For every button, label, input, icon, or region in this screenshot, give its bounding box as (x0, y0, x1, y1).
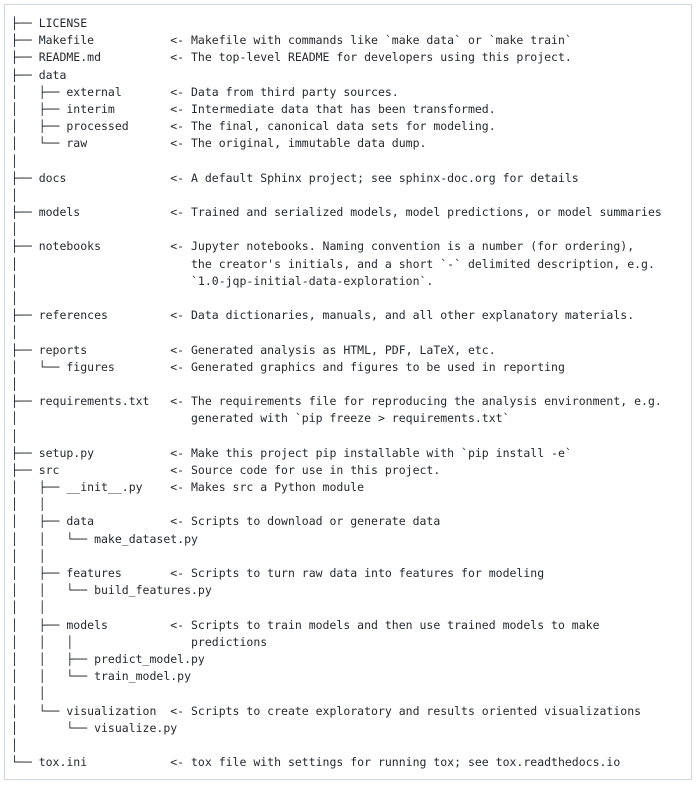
tree-line: │ │ │ predictions (11, 634, 268, 649)
tree-line: ├── references <- Data dictionaries, manuals, and all other explanatory materials. (11, 308, 635, 323)
code-block (4, 4, 692, 780)
tree-line: │ the creator's initials, and a short `-` delimited description, e.g. (11, 256, 655, 271)
tree-line: │ generated with `pip freeze > requirements.txt` (11, 411, 510, 426)
tree-line: ├── README.md <- The top-level README for developers using this project. (11, 50, 572, 65)
tree-line: │ (11, 187, 18, 202)
directory-tree (5, 5, 691, 771)
tree-line: │ │ (11, 600, 46, 615)
tree-line: ├── reports <- Generated analysis as HTML, PDF, LaTeX, etc. (11, 342, 496, 357)
tree-line: │ │ (11, 686, 46, 701)
tree-line: │ └── figures <- Generated graphics and figures to be used in reporting (11, 359, 565, 374)
tree-line: │ │ └── build_features.py (11, 583, 212, 598)
tree-line: │ (11, 376, 18, 391)
tree-line: ├── src <- Source code for use in this project. (11, 462, 441, 477)
tree-line: │ ├── processed <- The final, canonical data sets for modeling. (11, 119, 496, 134)
tree-line: │ (11, 153, 18, 168)
tree-line: │ │ └── train_model.py (11, 669, 192, 684)
tree-line: │ └── raw <- The original, immutable data dump. (11, 136, 427, 151)
tree-line: ├── Makefile <- Makefile with commands like `make data` or `make train` (11, 33, 572, 48)
tree-line: └── tox.ini <- tox file with settings for running tox; see tox.readthedocs.io (11, 755, 621, 770)
tree-line: │ ├── external <- Data from third party sources. (11, 84, 399, 99)
tree-line: │ ├── __init__.py <- Makes src a Python module (11, 480, 365, 495)
tree-line: │ │ └── make_dataset.py (11, 531, 198, 546)
tree-line: │ │ ├── predict_model.py (11, 651, 205, 666)
tree-line: │ `1.0-jqp-initial-data-exploration`. (11, 273, 434, 288)
tree-line: │ │ (11, 548, 46, 563)
tree-line: ├── models <- Trained and serialized models, model predictions, or model summaries (11, 205, 662, 220)
tree-line: │ │ (11, 497, 46, 512)
tree-line: │ (11, 325, 18, 340)
tree-line: │ └── visualization <- Scripts to create exploratory and results oriented visualizations (11, 703, 642, 718)
tree-line: ├── setup.py <- Make this project pip installable with `pip install -e` (11, 445, 572, 460)
tree-line: ├── data (11, 67, 67, 82)
tree-line: ├── requirements.txt <- The requirements file for reproducing the analysis environment, e.g. (11, 394, 662, 409)
tree-line: │ (11, 222, 18, 237)
tree-line: │ (11, 291, 18, 305)
tree-line: │ ├── models <- Scripts to train models and then use trained models to make (11, 617, 600, 632)
tree-line: ├── LICENSE (11, 16, 88, 30)
tree-line: │ ├── data <- Scripts to download or generate data (11, 514, 441, 529)
tree-line: ├── docs <- A default Sphinx project; see sphinx-doc.org for details (11, 170, 579, 185)
tree-line: │ ├── interim <- Intermediate data that has been transformed. (11, 101, 496, 116)
tree-line: ├── notebooks <- Jupyter notebooks. Naming convention is a number (for ordering), (11, 239, 635, 254)
tree-line: │ (11, 737, 18, 752)
tree-line: │ └── visualize.py (11, 720, 178, 735)
tree-line: │ ├── features <- Scripts to turn raw data into features for modeling (11, 566, 545, 580)
tree-line: │ (11, 428, 18, 443)
